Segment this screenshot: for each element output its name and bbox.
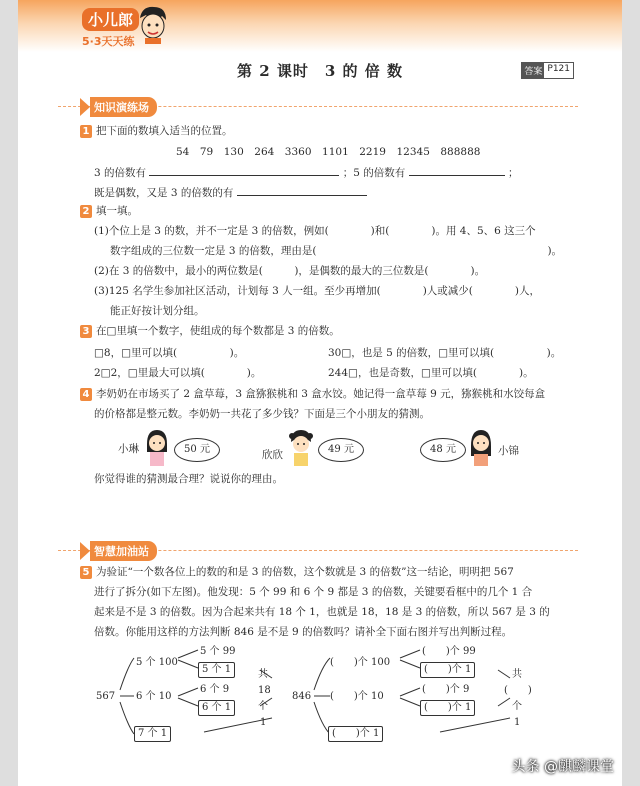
q5-line-3: 起来是不是 3 的倍数。因为合起来共有 18 个 1，也就是 18，18 是 3 的倍数，所以 567 是 3 的 bbox=[94, 606, 550, 618]
girl-icon bbox=[288, 428, 314, 466]
section-title: 知识演练场 bbox=[90, 97, 157, 117]
q1-label-3x: 3 的倍数有 bbox=[94, 167, 147, 179]
girl-icon bbox=[468, 428, 494, 466]
q3-row2-left: 2□2，□里最大可以填( )。 bbox=[94, 367, 262, 379]
diagram-hundreds-blank[interactable]: ( )个 100 bbox=[330, 657, 391, 668]
diagram-99s: 5 个 99 bbox=[200, 646, 236, 657]
lesson-title: 第 2 课时 3 的 倍 数 bbox=[237, 62, 403, 80]
brand-logo bbox=[82, 8, 139, 49]
diagram-9s-blank[interactable]: ( )个 9 bbox=[422, 684, 470, 695]
diagram-ones-box: 6 个 1 bbox=[198, 700, 235, 716]
kid1-guess-bubble: 50 元 bbox=[174, 438, 220, 462]
q3-prompt: 在□里填一个数字，使组成的每个数都是 3 的倍数。 bbox=[96, 325, 340, 337]
kid3-guess-bubble: 48 元 bbox=[420, 438, 466, 462]
question-number: 1 bbox=[80, 125, 92, 138]
q5-line-1: 为验证“一个数各位上的数的和是 3 的倍数，这个数就是 3 的倍数”这一结论，明明把 567 bbox=[96, 566, 514, 578]
answer-page-tag bbox=[521, 62, 574, 79]
banner-arrow-icon bbox=[80, 98, 90, 116]
q4-line-2: 的价格都是整元数。李奶奶一共花了多少钱？下面是三个小朋友的猜测。 bbox=[94, 408, 430, 420]
worksheet-page bbox=[18, 0, 622, 786]
section-banner-practice bbox=[80, 98, 157, 116]
q1-prompt: 把下面的数填入适当的位置。 bbox=[96, 125, 233, 137]
q2-item-3a: (3)125 名学生参加社区活动，计划每 3 人一组。至少再增加( )人或减少( )人， bbox=[94, 285, 540, 297]
answer-blank[interactable] bbox=[149, 165, 339, 176]
girl-icon bbox=[144, 428, 170, 466]
q2-item-3b: 能正好按计划分组。 bbox=[110, 305, 205, 317]
diagram-ones-box-blank[interactable]: ( )个 1 bbox=[420, 662, 475, 678]
section-title: 智慧加油站 bbox=[90, 541, 157, 561]
diagram-total-one: 1 bbox=[514, 717, 521, 728]
diagram-hundreds: 5 个 100 bbox=[136, 657, 178, 668]
diagram-ones-box-blank[interactable]: ( )个 1 bbox=[420, 700, 475, 716]
q1-numbers: 54 79 130 264 3360 1101 2219 12345 888888 bbox=[176, 146, 481, 158]
diagram-ones-box-blank[interactable]: ( )个 1 bbox=[328, 726, 383, 742]
right-diagram-lines bbox=[290, 646, 530, 746]
q2-item-1a: (1)个位上是 3 的数，并不一定是 3 的倍数，例如( )和( )。用 4、5、6 这三个 bbox=[94, 225, 536, 237]
question-number: 4 bbox=[80, 388, 92, 401]
answer-label: 答案 bbox=[522, 63, 544, 78]
q2-item-2: (2)在 3 的倍数中，最小的两位数是( )，是偶数的最大的三位数是( )。 bbox=[94, 265, 486, 277]
logo-subtitle: 5·3天天练 bbox=[82, 35, 135, 48]
kid2-name: 欣欣 bbox=[262, 449, 283, 461]
mascot-boy-icon bbox=[136, 4, 170, 44]
question-number: 5 bbox=[80, 566, 92, 579]
logo-title: 小儿郎 bbox=[82, 8, 139, 31]
q1-label-5x: ；5 的倍数有 bbox=[342, 167, 406, 179]
q5-line-4: 倍数。你能用这样的方法判断 846 是不是 9 的倍数吗？请补全下面右图并写出判断过程。 bbox=[94, 626, 513, 638]
kid1-name: 小琳 bbox=[118, 443, 139, 455]
diagram-tens: 6 个 10 bbox=[136, 691, 172, 702]
answer-blank[interactable] bbox=[409, 165, 505, 176]
diagram-tens-blank[interactable]: ( )个 10 bbox=[330, 691, 384, 702]
diagram-ones-box: 5 个 1 bbox=[198, 662, 235, 678]
q3-row1-left: □8，□里可以填( )。 bbox=[94, 347, 245, 359]
section-banner-challenge bbox=[80, 542, 157, 560]
diagram-total-label: 共 bbox=[258, 669, 268, 680]
kid2-guess-bubble: 49 元 bbox=[318, 438, 364, 462]
answer-blank[interactable] bbox=[237, 185, 367, 196]
q2-item-1b: 数字组成的三位数一定是 3 的倍数，理由是( )。 bbox=[110, 245, 563, 257]
diagram-99s-blank[interactable]: ( )个 99 bbox=[422, 646, 476, 657]
diagram-9s: 6 个 9 bbox=[200, 684, 230, 695]
diagram-total-one: 1 bbox=[260, 717, 267, 728]
diagram-total-unit: 个 bbox=[512, 701, 522, 712]
q4-ask: 你觉得谁的猜测最合理？说说你的理由。 bbox=[94, 473, 283, 485]
watermark-text: 头条 @麒麟课堂 bbox=[511, 759, 614, 775]
q2-prompt: 填一填。 bbox=[96, 205, 138, 217]
q5-line-2: 进行了拆分(如下左图)。他发现：5 个 99 和 6 个 9 都是 3 的倍数，关键要看框中的几个 1 合 bbox=[94, 586, 533, 598]
diagram-root: 846 bbox=[292, 691, 312, 702]
q1-label-end: ； bbox=[507, 167, 519, 179]
q1-label-even-3x: 既是偶数，又是 3 的倍数的有 bbox=[94, 187, 234, 199]
diagram-total-value: 18 bbox=[258, 685, 271, 696]
diagram-total-label: 共 bbox=[512, 669, 522, 680]
answer-page: P121 bbox=[547, 64, 570, 74]
question-number: 3 bbox=[80, 325, 92, 338]
q3-row1-right: 30□，也是 5 的倍数，□里可以填( )。 bbox=[328, 347, 562, 359]
diagram-ones-box: 7 个 1 bbox=[134, 726, 171, 742]
question-number: 2 bbox=[80, 205, 92, 218]
diagram-root: 567 bbox=[96, 691, 116, 702]
kid3-name: 小锦 bbox=[498, 445, 519, 457]
q1-line-b bbox=[94, 185, 367, 200]
diagram-total-blank[interactable]: ( ) bbox=[504, 685, 532, 696]
q1-line-a bbox=[94, 165, 518, 180]
q4-line-1: 李奶奶在市场买了 2 盒草莓，3 盒猕猴桃和 3 盒水饺。她记得一盒草莓 9 元，猕猴桃和水饺每盒 bbox=[96, 388, 546, 400]
diagram-total-unit: 个 bbox=[258, 701, 268, 712]
q3-row2-right: 244□，也是奇数，□里可以填( )。 bbox=[328, 367, 534, 379]
banner-arrow-icon bbox=[80, 542, 90, 560]
